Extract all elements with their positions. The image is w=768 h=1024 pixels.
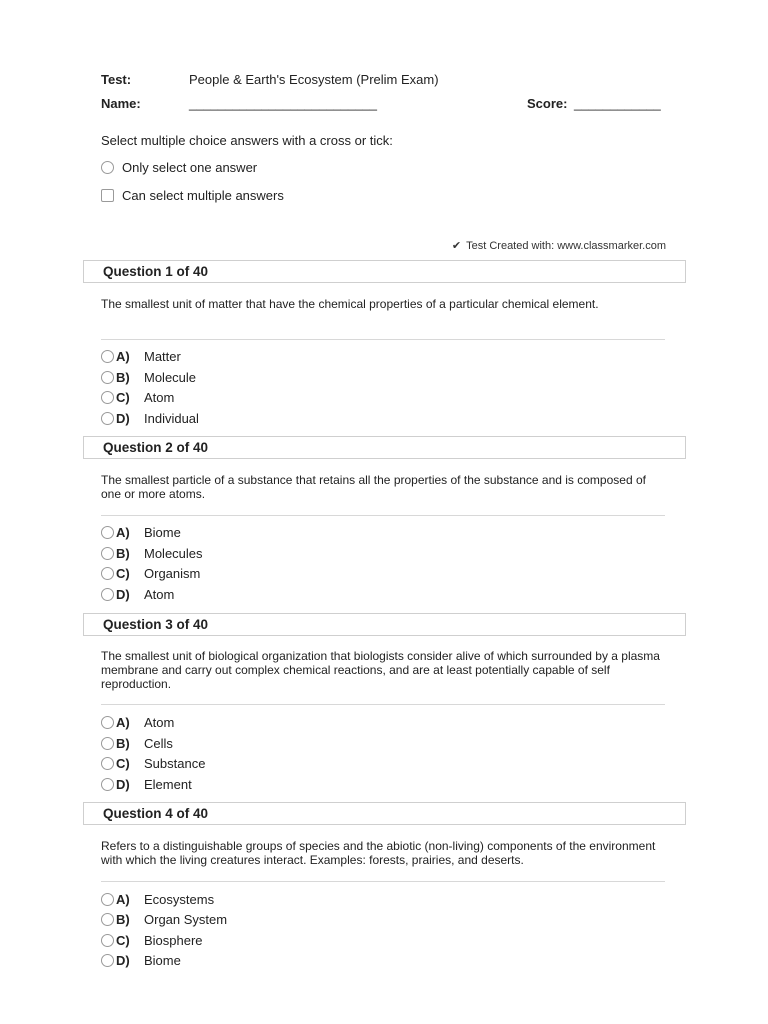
- radio-icon[interactable]: [101, 371, 114, 384]
- answer-option[interactable]: [101, 952, 181, 968]
- name-label: Name:: [101, 96, 141, 111]
- legend-single: [101, 160, 257, 175]
- radio-icon[interactable]: [101, 913, 114, 926]
- answer-option[interactable]: [101, 565, 200, 581]
- divider: [101, 339, 665, 340]
- option-text: Substance: [144, 755, 206, 771]
- answer-option[interactable]: [101, 586, 174, 602]
- question-title: Question 2 of 40: [103, 440, 209, 455]
- option-text: Biome: [144, 952, 181, 968]
- question-title: Question 1 of 40: [103, 264, 209, 279]
- answer-option[interactable]: [101, 714, 174, 730]
- radio-icon[interactable]: [101, 757, 114, 770]
- option-letter: B): [116, 369, 130, 385]
- option-text: Ecosystems: [144, 891, 215, 907]
- score-label: Score:: [527, 96, 568, 111]
- radio-icon[interactable]: [101, 716, 114, 729]
- option-text: Atom: [144, 586, 175, 602]
- test-title: People & Earth's Ecosystem (Prelim Exam): [189, 72, 439, 87]
- legend-multiple-label: Can select multiple answers: [122, 188, 284, 203]
- radio-icon[interactable]: [101, 412, 114, 425]
- option-letter: A): [116, 348, 130, 364]
- option-text: Atom: [144, 389, 175, 405]
- question-text: The smallest unit of biological organization that biologists consider alive of which surrounded by a plasma membrane and carry out complex chemical reactions, and are at least potentially capable of self reproduction.: [101, 649, 660, 691]
- question-title: Question 3 of 40: [103, 617, 209, 632]
- divider: [101, 515, 665, 516]
- answer-option[interactable]: [101, 369, 196, 385]
- checkbox-icon: [101, 189, 114, 202]
- legend-multiple: [101, 188, 284, 203]
- radio-icon[interactable]: [101, 954, 114, 967]
- radio-icon[interactable]: [101, 567, 114, 580]
- credit-line: [452, 239, 666, 252]
- answer-option[interactable]: [101, 524, 181, 540]
- radio-icon[interactable]: [101, 778, 114, 791]
- option-letter: A): [116, 524, 130, 540]
- answer-option[interactable]: [101, 735, 173, 751]
- radio-icon[interactable]: [101, 893, 114, 906]
- question-header: [83, 436, 686, 459]
- option-text: Atom: [144, 714, 175, 730]
- question-text: Refers to a distinguishable groups of species and the abiotic (non-living) components of the environment with which the living creatures interact. Examples: forests, prairies, and deserts.: [101, 839, 656, 867]
- question-header: [83, 613, 686, 636]
- radio-icon[interactable]: [101, 391, 114, 404]
- test-label: Test:: [101, 72, 132, 87]
- answer-option[interactable]: [101, 932, 203, 948]
- answer-option[interactable]: [101, 389, 174, 405]
- option-letter: D): [116, 586, 130, 602]
- option-letter: C): [116, 755, 130, 771]
- option-letter: A): [116, 891, 130, 907]
- option-letter: D): [116, 410, 130, 426]
- answer-option[interactable]: [101, 776, 192, 792]
- question-text: The smallest unit of matter that have the chemical properties of a particular chemical element.: [101, 297, 599, 311]
- radio-icon: [101, 161, 114, 174]
- question-header: [83, 802, 686, 825]
- option-letter: C): [116, 565, 130, 581]
- option-text: Element: [144, 776, 192, 792]
- question-title: Question 4 of 40: [103, 806, 209, 821]
- checkmark-icon: ✔: [451, 240, 462, 252]
- divider: [101, 704, 665, 705]
- score-field[interactable]: ____________: [574, 96, 661, 111]
- option-letter: D): [116, 952, 130, 968]
- answer-option[interactable]: [101, 911, 227, 927]
- option-text: Matter: [144, 348, 181, 364]
- option-text: Molecules: [144, 545, 203, 561]
- answer-option[interactable]: [101, 348, 181, 364]
- question-text: The smallest particle of a substance that retains all the properties of the substance and is composed of one or more atoms.: [101, 473, 646, 501]
- option-letter: C): [116, 389, 130, 405]
- radio-icon[interactable]: [101, 350, 114, 363]
- answer-option[interactable]: [101, 891, 214, 907]
- option-letter: C): [116, 932, 130, 948]
- name-field[interactable]: __________________________: [189, 96, 377, 111]
- radio-icon[interactable]: [101, 588, 114, 601]
- answer-option[interactable]: [101, 755, 205, 771]
- option-letter: B): [116, 735, 130, 751]
- option-text: Individual: [144, 410, 199, 426]
- legend-single-label: Only select one answer: [122, 160, 258, 175]
- option-letter: A): [116, 714, 130, 730]
- option-text: Molecule: [144, 369, 197, 385]
- question-header: [83, 260, 686, 283]
- answer-option[interactable]: [101, 410, 199, 426]
- option-text: Organ System: [144, 911, 228, 927]
- radio-icon[interactable]: [101, 547, 114, 560]
- radio-icon[interactable]: [101, 737, 114, 750]
- instructions-text: Select multiple choice answers with a cross or tick:: [101, 133, 393, 148]
- option-letter: B): [116, 545, 130, 561]
- radio-icon[interactable]: [101, 934, 114, 947]
- option-text: Organism: [144, 565, 201, 581]
- option-letter: B): [116, 911, 130, 927]
- option-text: Biome: [144, 524, 181, 540]
- radio-icon[interactable]: [101, 526, 114, 539]
- divider: [101, 881, 665, 882]
- answer-option[interactable]: [101, 545, 203, 561]
- option-text: Cells: [144, 735, 173, 751]
- credit-text: Test Created with: www.classmarker.com: [466, 239, 666, 252]
- option-letter: D): [116, 776, 130, 792]
- option-text: Biosphere: [144, 932, 203, 948]
